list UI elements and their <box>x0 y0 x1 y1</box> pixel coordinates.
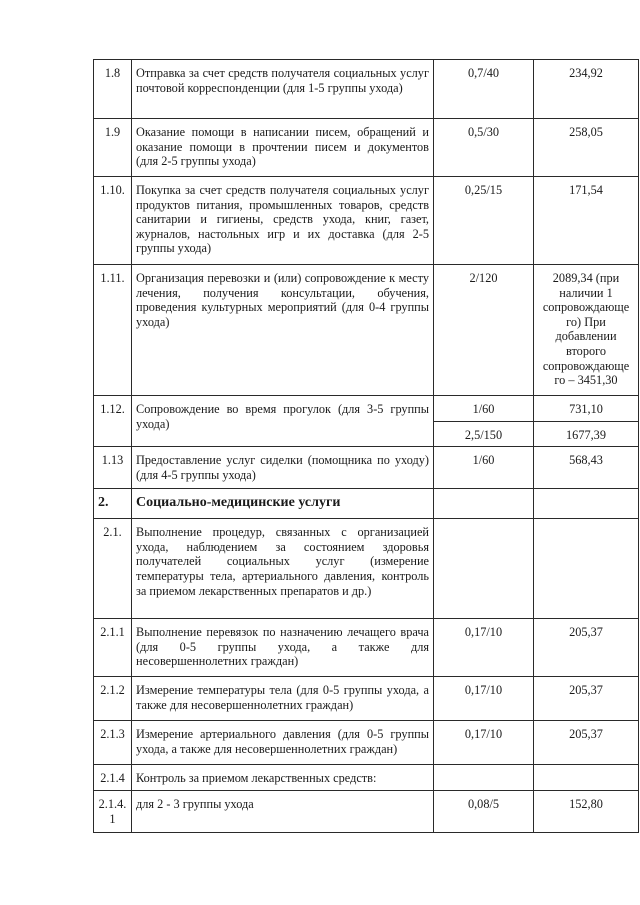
row-number: 2.1.1 <box>94 619 132 677</box>
service-description: Сопровождение во время прогулок (для 3-5 группы ухода) <box>132 396 434 447</box>
table-row <box>94 177 639 265</box>
time-norm: 0,17/10 <box>434 721 534 765</box>
service-description: Покупка за счет средств получателя социальных услуг продуктов питания, промышленных товаров, средств санитарии и гигиены, средств ухода, книг, газет, журналов, настольных игр и их доставка (для 2-5 группы ухода) <box>132 177 434 265</box>
service-description: Организация перевозки и (или) сопровождение к месту лечения, получения консультации, обучения, проведения культурных мероприятий (для 0-4 группы ухода) <box>132 265 434 396</box>
table-row <box>94 791 639 833</box>
service-price: 731,10 <box>534 396 639 422</box>
service-price <box>534 519 639 619</box>
service-price: 152,80 <box>534 791 639 833</box>
table-row <box>94 60 639 119</box>
service-description: Измерение температуры тела (для 0-5 группы ухода, а также для несовершеннолетних граждан) <box>132 677 434 721</box>
service-price <box>534 765 639 791</box>
time-norm: 1/60 <box>434 396 534 422</box>
service-price <box>534 489 639 519</box>
services-table <box>93 59 639 833</box>
row-number: 1.9 <box>94 119 132 177</box>
row-number: 2.1.4 <box>94 765 132 791</box>
row-number: 1.10. <box>94 177 132 265</box>
time-norm: 1/60 <box>434 447 534 489</box>
service-description: Выполнение перевязок по назначению лечащего врача (для 0-5 группы ухода, а также для несовершеннолетних граждан) <box>132 619 434 677</box>
service-price: 234,92 <box>534 60 639 119</box>
time-norm <box>434 519 534 619</box>
table-row <box>94 765 639 791</box>
row-number: 2.1.3 <box>94 721 132 765</box>
time-norm: 2/120 <box>434 265 534 396</box>
time-norm: 0,7/40 <box>434 60 534 119</box>
time-norm-2: 2,5/150 <box>434 421 534 447</box>
service-price: 568,43 <box>534 447 639 489</box>
row-number: 1.8 <box>94 60 132 119</box>
service-price: 171,54 <box>534 177 639 265</box>
row-number: 1.11. <box>94 265 132 396</box>
service-price: 205,37 <box>534 619 639 677</box>
time-norm: 0,17/10 <box>434 677 534 721</box>
service-description: Выполнение процедур, связанных с организацией ухода, наблюдением за состоянием здоровья получателей социальных услуг (измерение температуры тела, артериального давления, контроль за приемом лекарственных препаратов и др.) <box>132 519 434 619</box>
section-number: 2. <box>94 489 132 519</box>
service-price: 205,37 <box>534 721 639 765</box>
row-number: 2.1.4.1 <box>94 791 132 833</box>
table-row <box>94 396 639 422</box>
table-row <box>94 119 639 177</box>
row-number: 1.13 <box>94 447 132 489</box>
service-description: Оказание помощи в написании писем, обращений и оказание помощи в прочтении писем и документов (для 2-5 группы ухода) <box>132 119 434 177</box>
table-row <box>94 265 639 396</box>
time-norm: 0,17/10 <box>434 619 534 677</box>
time-norm: 0,08/5 <box>434 791 534 833</box>
table-row <box>94 721 639 765</box>
service-price: 205,37 <box>534 677 639 721</box>
time-norm: 0,25/15 <box>434 177 534 265</box>
row-number: 1.12. <box>94 396 132 447</box>
section-row <box>94 489 639 519</box>
service-description: Измерение артериального давления (для 0-5 группы ухода, а также для несовершеннолетних граждан) <box>132 721 434 765</box>
section-title: Социально-медицинские услуги <box>132 489 434 519</box>
row-number: 2.1. <box>94 519 132 619</box>
time-norm: 0,5/30 <box>434 119 534 177</box>
service-description: Предоставление услуг сиделки (помощника по уходу) (для 4-5 группы ухода) <box>132 447 434 489</box>
service-description: Отправка за счет средств получателя социальных услуг почтовой корреспонденции (для 1-5 группы ухода) <box>132 60 434 119</box>
service-price: 258,05 <box>534 119 639 177</box>
time-norm <box>434 765 534 791</box>
table-row <box>94 447 639 489</box>
row-number: 2.1.2 <box>94 677 132 721</box>
table-row <box>94 619 639 677</box>
time-norm <box>434 489 534 519</box>
service-description: для 2 - 3 группы ухода <box>132 791 434 833</box>
table-row <box>94 519 639 619</box>
service-price: 2089,34 (при наличии 1 сопровождающе го) При добавлении второго сопровождающе го – 3451,30 <box>534 265 639 396</box>
table-row <box>94 677 639 721</box>
service-description: Контроль за приемом лекарственных средств: <box>132 765 434 791</box>
service-price-2: 1677,39 <box>534 421 639 447</box>
